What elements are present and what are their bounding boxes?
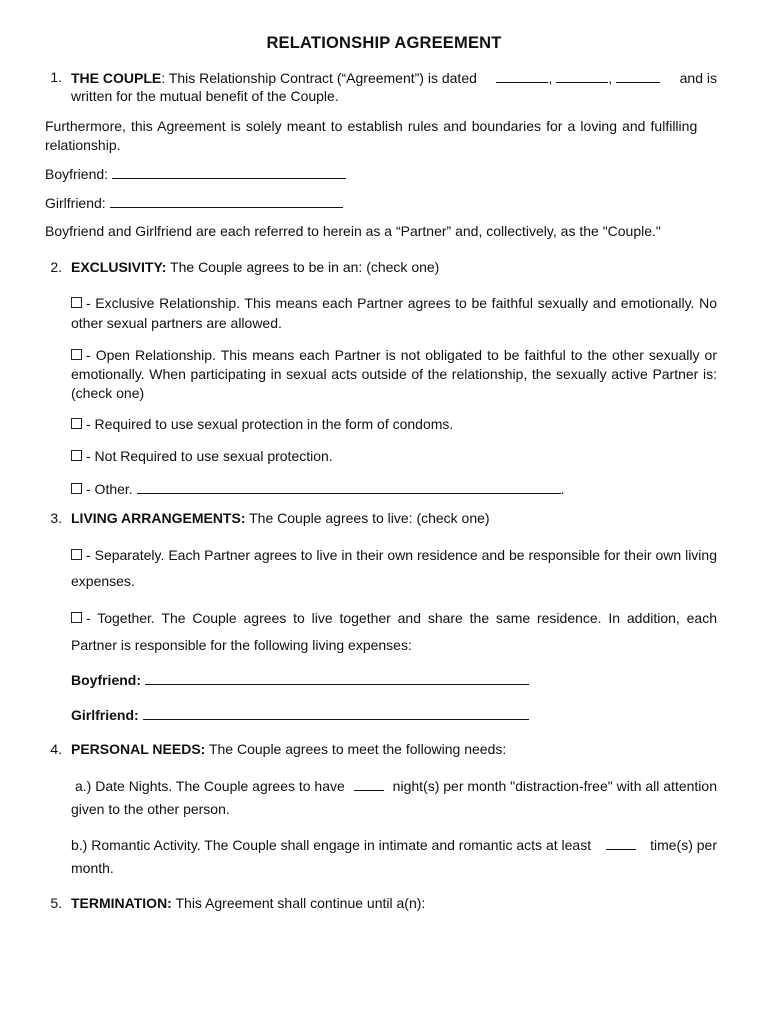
romantic-activity-text-2: month.: [71, 860, 114, 876]
exclusive-option-line-1: [71, 294, 717, 313]
protection-not-required-checkbox[interactable]: [71, 450, 82, 461]
section-5-text: This Agreement shall continue until a(n):: [171, 895, 426, 911]
section-5-number: 5.: [50, 895, 62, 911]
section-4-text: The Couple agrees to meet the following needs:: [205, 741, 507, 757]
protection-required-option: [71, 415, 453, 434]
section-3-number: 3.: [50, 510, 62, 526]
date-nights-text-2: given to the other person.: [71, 801, 230, 817]
together-text-2: Partner is responsible for the following living expenses:: [71, 637, 412, 653]
protection-other-checkbox[interactable]: [71, 483, 82, 494]
romantic-activity-line-1: [71, 835, 717, 855]
furthermore-line-2: relationship.: [45, 137, 121, 153]
section-2-heading: EXCLUSIVITY:: [71, 259, 167, 275]
date-nights-text-pre: a.) Date Nights. The Couple agrees to have: [75, 778, 345, 794]
date-nights-count-blank[interactable]: [354, 776, 384, 791]
protection-other-text: - Other.: [86, 481, 133, 497]
section-3-text: The Couple agrees to live: (check one): [245, 510, 490, 526]
expenses-girlfriend-blank[interactable]: [143, 705, 529, 720]
protection-not-required-text: - Not Required to use sexual protection.: [86, 448, 333, 464]
protection-other-option: [71, 479, 564, 499]
section-2-text: The Couple agrees to be in an: (check one): [166, 259, 440, 275]
exclusive-text-2: other sexual partners are allowed.: [71, 315, 282, 331]
romantic-activity-count-blank[interactable]: [606, 835, 636, 850]
separately-option-line-1: [71, 546, 717, 565]
boyfriend-field: [45, 164, 346, 184]
exclusive-text-1: - Exclusive Relationship. This means each Partner agrees to be faithful sexually and emotionally. No: [86, 295, 717, 311]
separately-text-1: - Separately. Each Partner agrees to live in their own residence and be responsible for their own living: [86, 547, 717, 563]
section-2-number: 2.: [50, 259, 62, 275]
furthermore-text-1: Furthermore, this Agreement is solely meant to establish rules and boundaries for a loving and fulfilling: [45, 118, 698, 134]
expenses-boyfriend-blank[interactable]: [145, 670, 529, 685]
document-title: RELATIONSHIP AGREEMENT: [266, 34, 502, 52]
boyfriend-name-blank[interactable]: [112, 164, 346, 179]
girlfriend-field: [45, 193, 343, 213]
section-1-date-row: [161, 68, 717, 88]
date-nights-text-post: night(s) per month "distraction-free" with all attention: [392, 778, 717, 794]
section-1-intro-text: : This Relationship Contract (“Agreement”) is dated: [161, 70, 477, 86]
date-blank-2[interactable]: [556, 68, 608, 83]
partner-definition: Boyfriend and Girlfriend are each referred to herein as a “Partner” and, collectively, as the "Couple.": [45, 223, 661, 239]
section-5-line: [71, 894, 425, 913]
separately-checkbox[interactable]: [71, 549, 82, 560]
expenses-girlfriend-field: [71, 705, 529, 725]
exclusive-checkbox[interactable]: [71, 297, 82, 308]
girlfriend-label: Girlfriend:: [45, 195, 106, 211]
open-text-3: (check one): [71, 385, 145, 401]
section-2-line: [71, 258, 439, 277]
separately-text-2: expenses.: [71, 573, 135, 589]
section-1-line-2: written for the mutual benefit of the Couple.: [71, 88, 339, 104]
protection-not-required-option: [71, 447, 333, 466]
protection-other-blank[interactable]: [137, 479, 561, 494]
date-separator-2: ,: [608, 70, 613, 86]
section-1-date-blanks: [496, 68, 660, 88]
expenses-boyfriend-field: [71, 670, 529, 690]
open-text-1: - Open Relationship. This means each Partner is not obligated to be faithful to the other sexually or: [86, 347, 717, 363]
protection-required-checkbox[interactable]: [71, 418, 82, 429]
girlfriend-name-blank[interactable]: [110, 193, 343, 208]
date-nights-line-1: [75, 776, 717, 796]
romantic-activity-text-pre: b.) Romantic Activity. The Couple shall engage in intimate and romantic acts at least: [71, 837, 592, 853]
boyfriend-label: Boyfriend:: [45, 166, 109, 182]
together-checkbox[interactable]: [71, 612, 82, 623]
section-3-line: [71, 509, 490, 528]
open-checkbox[interactable]: [71, 349, 82, 360]
section-1-and-is: and is: [679, 70, 717, 86]
date-blank-1[interactable]: [496, 68, 548, 83]
furthermore-line-1: [45, 117, 717, 136]
expenses-boyfriend-label: Boyfriend:: [71, 672, 141, 688]
section-4-line: [71, 740, 506, 759]
date-blank-3[interactable]: [616, 68, 660, 83]
open-text-2: emotionally. When participating in sexual acts outside of the relationship, the sexually active Partner is:: [71, 366, 717, 382]
protection-required-text: - Required to use sexual protection in the form of condoms.: [86, 416, 454, 432]
section-4-heading: PERSONAL NEEDS:: [71, 741, 206, 757]
section-4-number: 4.: [50, 741, 62, 757]
together-text-1: - Together. The Couple agrees to live together and share the same residence. In addition, each: [86, 610, 717, 626]
section-1-number: 1.: [50, 69, 62, 85]
romantic-activity-text-post: time(s) per: [650, 837, 717, 853]
section-3-heading: LIVING ARRANGEMENTS:: [71, 510, 246, 526]
together-option-line-1: [71, 609, 717, 628]
expenses-girlfriend-label: Girlfriend:: [71, 707, 139, 723]
section-5-heading: TERMINATION:: [71, 895, 172, 911]
protection-other-period: .: [560, 481, 565, 497]
section-1-heading: THE COUPLE: [71, 70, 162, 86]
open-option-line-1: [71, 346, 717, 365]
section-1-line-1: [71, 68, 717, 88]
date-separator-1: ,: [548, 70, 553, 86]
